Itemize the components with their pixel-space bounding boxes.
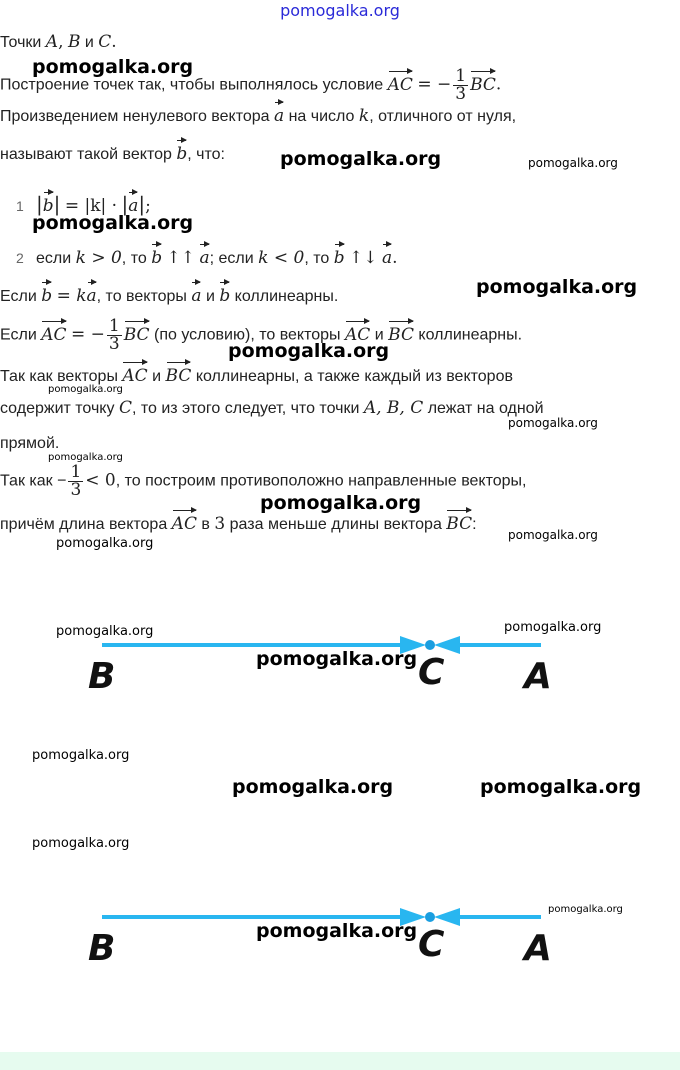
product-text-c: , отличного от нуля,	[369, 108, 517, 125]
watermark: pomogalka.org	[504, 620, 602, 635]
since-text: Так как векторы	[0, 368, 118, 385]
watermark: pomogalka.org	[508, 416, 598, 430]
if-word-2: ; если	[209, 250, 254, 267]
vector-a: a	[274, 100, 284, 126]
label-A: A	[524, 656, 552, 697]
frac-den: 3	[108, 334, 120, 354]
since2-text: Так как −	[0, 472, 67, 490]
points-ABC: A, B, C	[363, 398, 424, 418]
vector-BC: BC	[124, 319, 150, 345]
product-text-b: на число	[288, 108, 355, 125]
watermark: pomogalka.org	[508, 528, 598, 542]
product-line-2	[0, 138, 225, 165]
then-vectors: , то векторы	[96, 288, 187, 305]
vector-b: b	[151, 242, 162, 268]
point-B: B	[67, 32, 81, 52]
frac-den: 3	[70, 480, 82, 500]
and-word: и	[152, 368, 162, 385]
since-line	[0, 360, 513, 387]
three: 3	[214, 514, 226, 534]
vector-AC: AC	[345, 319, 370, 345]
line-word	[0, 434, 59, 454]
label-B: B	[88, 928, 116, 969]
vector-BC: BC	[446, 508, 472, 534]
watermark: pomogalka.org	[56, 624, 154, 639]
watermark: pomogalka.org	[228, 340, 390, 362]
vector-a: a	[199, 242, 209, 268]
vector-diagram-2	[0, 882, 680, 1002]
vector-a: a	[128, 190, 138, 216]
vector-AC: AC	[122, 360, 147, 386]
to-word: , то	[121, 250, 147, 267]
length-text: причём длина вектора	[0, 516, 168, 533]
list-marker-2: 2	[16, 250, 24, 266]
and-word: и	[84, 34, 94, 51]
contains-text: содержит точку	[0, 400, 115, 417]
label-C: C	[418, 652, 445, 693]
points-line: Точки A, B и C.	[0, 32, 117, 52]
label-C: C	[418, 924, 445, 965]
if-ac-text: Если	[0, 326, 37, 344]
point-C: C	[118, 398, 132, 418]
vector-BC: BC	[166, 360, 192, 386]
k-symbol: k	[358, 106, 370, 126]
eq-minus: = −	[70, 324, 105, 345]
collinear-word: коллинеарны.	[418, 326, 523, 344]
watermark: pomogalka.org	[232, 776, 394, 798]
construct-text: Построение точек так, чтобы выполнялось условие	[0, 76, 384, 94]
collinear-word: коллинеарны.	[234, 288, 339, 305]
and-word: и	[205, 288, 215, 305]
by-condition: (по условию), то векторы	[153, 326, 341, 344]
eq-minus: = −	[417, 74, 452, 95]
watermark: pomogalka.org	[480, 776, 642, 798]
watermark: pomogalka.org	[280, 148, 442, 170]
in-word: в	[201, 516, 210, 533]
fraction	[68, 464, 83, 499]
vector-BC: BC	[388, 319, 414, 345]
vector-b: b	[219, 280, 230, 306]
watermark: pomogalka.org	[256, 920, 418, 942]
fraction	[453, 68, 468, 103]
watermark: pomogalka.org	[260, 492, 422, 514]
since-text-b: коллинеарны, а также каждый из векторов	[195, 368, 513, 385]
watermark: pomogalka.org	[48, 384, 123, 395]
construct-line: Построение точек так, чтобы выполнялось условие AC = − $\frac{1}{3}$ BC.	[0, 66, 502, 104]
eq-k: = k	[56, 286, 87, 306]
site-link[interactable]: pomogalka.org	[280, 1, 400, 20]
vector-a: a	[382, 242, 392, 268]
watermark: pomogalka.org	[32, 56, 194, 78]
vector-AC: AC	[41, 319, 66, 345]
vector-b: b	[176, 138, 187, 164]
list-item: 1 |b| = |k| · |a|;	[0, 190, 151, 217]
watermark: pomogalka.org	[32, 836, 130, 851]
watermark: pomogalka.org	[32, 748, 130, 763]
product-text-d: называют такой вектор	[0, 146, 172, 163]
frac-num: 1	[70, 462, 82, 482]
vector-b: b	[43, 190, 54, 216]
point-C: C	[98, 32, 112, 52]
contains-text-c: лежат на одной	[427, 400, 544, 417]
watermark: pomogalka.org	[476, 276, 638, 298]
contains-text-b: , то из этого следует, что точки	[131, 400, 360, 417]
if-b-text: Если	[0, 288, 37, 305]
frac-num: 1	[108, 316, 120, 336]
watermark: pomogalka.org	[256, 648, 418, 670]
fraction	[107, 318, 122, 353]
opposite-symbol: ↑↓	[349, 248, 378, 268]
cond-negative: k < 0	[258, 248, 305, 268]
list-marker-1: 1	[16, 198, 24, 214]
line-word-text: прямой.	[0, 435, 60, 452]
if-b-line	[0, 280, 338, 307]
contains-line	[0, 398, 544, 419]
point-C-dot	[425, 640, 435, 650]
product-line-1	[0, 100, 516, 127]
label-A: A	[524, 928, 552, 969]
product-text-a: Произведением ненулевого вектора	[0, 108, 270, 125]
frac-num: 1	[455, 66, 467, 86]
label-B: B	[88, 656, 116, 697]
vector-b: b	[334, 242, 345, 268]
list-item	[0, 242, 398, 269]
vector-AC: AC	[172, 508, 197, 534]
point-C-dot	[425, 912, 435, 922]
vector-BC: BC	[470, 69, 496, 95]
watermark: pomogalka.org	[48, 452, 123, 463]
codirected-symbol: ↑↑	[166, 248, 196, 268]
watermark: pomogalka.org	[56, 536, 154, 551]
length-text-b: раза меньше длины вектора	[229, 516, 442, 533]
to-word-2: , то	[304, 250, 330, 267]
watermark: pomogalka.org	[528, 156, 618, 170]
watermark: pomogalka.org	[548, 904, 623, 915]
cond-positive: k > 0	[75, 248, 122, 268]
period: .	[392, 248, 398, 268]
if-word: если	[36, 250, 72, 267]
vector-a: a	[191, 280, 201, 306]
less-zero: < 0	[85, 470, 116, 491]
item1-eq: = |k| ·	[64, 196, 118, 216]
watermark: pomogalka.org	[32, 212, 194, 234]
colon: :	[472, 516, 477, 533]
footer-bar	[0, 1052, 680, 1070]
points-intro: Точки	[0, 34, 42, 51]
since2-text-b: , то построим противоположно направленные векторы,	[115, 472, 527, 490]
product-text-e: , что:	[187, 146, 225, 163]
point-A: A	[45, 32, 59, 52]
vector-a: a	[87, 280, 97, 306]
frac-den: 3	[455, 84, 467, 104]
vector-AC: AC	[388, 69, 413, 95]
vector-b: b	[41, 280, 52, 306]
and-word: и	[374, 326, 384, 344]
